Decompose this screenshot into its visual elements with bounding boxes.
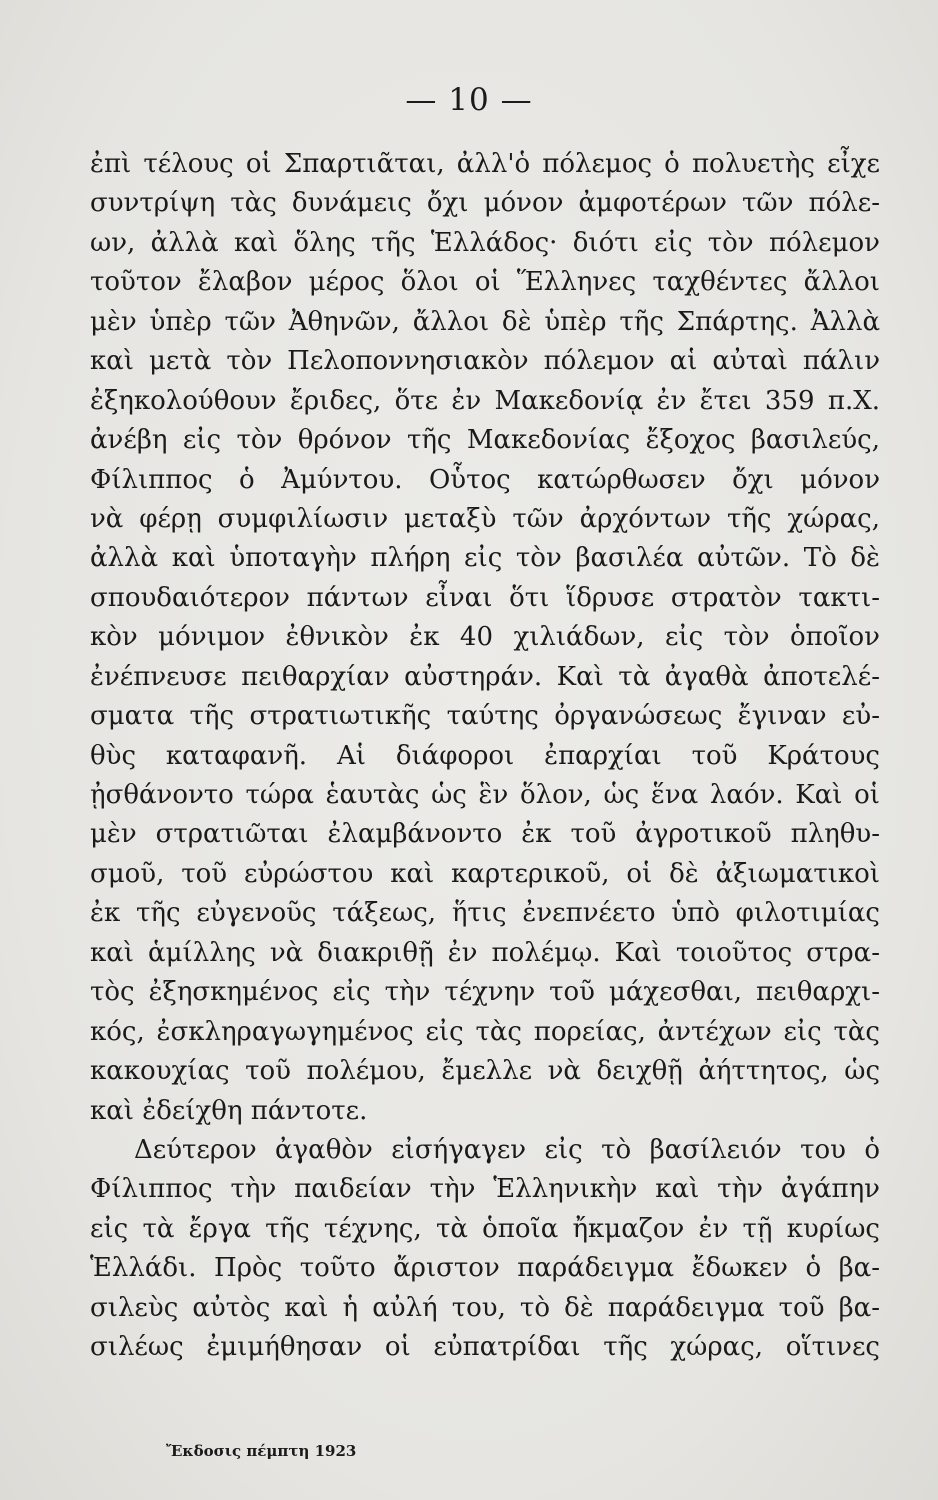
body-text <box>90 145 880 1368</box>
text-line: ἀνέβη εἰς τὸν θρόνον τῆς Μακεδονίας ἔξοχος βασιλεύς, <box>90 425 880 456</box>
paragraph-start-line: Δεύτερον ἀγαθὸν εἰσήγαγεν εἰς τὸ βασίλειόν του ὁ <box>134 1134 880 1165</box>
page-number: — 10 — <box>405 82 533 118</box>
text-line: κὸν μόνιμον ἐθνικὸν ἐκ 40 χιλιάδων, εἰς τὸν ὁποῖον <box>90 622 880 653</box>
text-line: Ἑλλάδι. Πρὸς τοῦτο ἄριστον παράδειγμα ἔδωκεν ὁ βα- <box>90 1253 880 1284</box>
paragraph-end-line: καὶ ἐδείχθη πάντοτε. <box>90 1095 368 1126</box>
text-line: ἐνέπνευσε πειθαρχίαν αὐστηράν. Καὶ τὰ ἀγαθὰ ἀποτελέ- <box>90 661 880 692</box>
text-line: κακουχίας τοῦ πολέμου, ἔμελλε νὰ δειχθῇ ἀήττητος, ὡς <box>90 1056 880 1087</box>
text-line: θὺς καταφανῆ. Αἱ διάφοροι ἐπαρχίαι τοῦ Κράτους <box>90 740 880 771</box>
edition-footer: Ἔκδοσις πέμπτη 1923 <box>166 1442 357 1460</box>
text-line: εἰς τὰ ἔργα τῆς τέχνης, τὰ ὁποῖα ἤκμαζον ἐν τῇ κυρίως <box>90 1213 880 1244</box>
text-line: Φίλιππος τὴν παιδείαν τὴν Ἑλληνικὴν καὶ τὴν ἀγάπην <box>90 1174 880 1205</box>
text-line: ἐκ τῆς εὐγενοῦς τάξεως, ἥτις ἐνεπνέετο ὑπὸ φιλοτιμίας <box>90 898 880 929</box>
text-line: τὸς ἐξησκημένος εἰς τὴν τέχνην τοῦ μάχεσθαι, πειθαρχι- <box>90 977 880 1008</box>
text-line: μὲν ὑπὲρ τῶν Ἀθηνῶν, ἄλλοι δὲ ὑπὲρ τῆς Σπάρτης. Ἀλλὰ <box>90 306 880 337</box>
text-line: σματα τῆς στρατιωτικῆς ταύτης ὀργανώσεως ἔγιναν εὐ- <box>90 701 880 732</box>
text-line: ων, ἀλλὰ καὶ ὅλης τῆς Ἑλλάδος· διότι εἰς τὸν πόλεμον <box>90 227 880 258</box>
text-line: καὶ ἁμίλλης νὰ διακριθῇ ἐν πολέμῳ. Καὶ τοιοῦτος στρα- <box>90 937 880 968</box>
text-line: καὶ μετὰ τὸν Πελοποννησιακὸν πόλεμον αἱ αὐταὶ πάλιν <box>90 346 880 377</box>
text-line: σιλεὺς αὐτὸς καὶ ἡ αὐλή του, τὸ δὲ παράδειγμα τοῦ βα- <box>90 1292 880 1323</box>
text-line: ᾐσθάνοντο τώρα ἑαυτὰς ὡς ἓν ὅλον, ὡς ἕνα λαόν. Καὶ οἱ <box>90 780 880 810</box>
text-line: συντρίψη τὰς δυνάμεις ὄχι μόνον ἀμφοτέρων τῶν πόλε- <box>90 188 880 219</box>
text-line: ἐπὶ τέλους οἱ Σπαρτιᾶται, ἀλλ'ὁ πόλεμος ὁ πολυετὴς εἶχε <box>90 149 880 179</box>
text-line: σιλέως ἐμιμήθησαν οἱ εὐπατρίδαι τῆς χώρας, οἵτινες <box>90 1332 880 1363</box>
text-line: νὰ φέρῃ συμφιλίωσιν μεταξὺ τῶν ἀρχόντων τῆς χώρας, <box>90 503 880 534</box>
text-line: κός, ἐσκληραγωγημένος εἰς τὰς πορείας, ἀντέχων εἰς τὰς <box>90 1016 880 1047</box>
text-line: σμοῦ, τοῦ εὐρώστου καὶ καρτερικοῦ, οἱ δὲ ἀξιωματικοὶ <box>90 858 880 889</box>
text-line: ἐξηκολούθουν ἔριδες, ὅτε ἐν Μακεδονίᾳ ἐν ἔτει 359 π.Χ. <box>90 385 880 416</box>
text-line: σπουδαιότερον πάντων εἶναι ὅτι ἵδρυσε στρατὸν τακτι- <box>90 582 880 613</box>
text-line: μὲν στρατιῶται ἐλαμβάνοντο ἐκ τοῦ ἀγροτικοῦ πληθυ- <box>90 819 880 850</box>
text-line: τοῦτον ἔλαβον μέρος ὅλοι οἱ Ἕλληνες ταχθέντες ἄλλοι <box>90 267 880 298</box>
text-line: ἀλλὰ καὶ ὑποταγὴν πλήρη εἰς τὸν βασιλέα αὐτῶν. Τὸ δὲ <box>90 543 880 574</box>
text-line: Φίλιππος ὁ Ἀμύντου. Οὗτος κατώρθωσεν ὄχι μόνον <box>90 464 880 495</box>
